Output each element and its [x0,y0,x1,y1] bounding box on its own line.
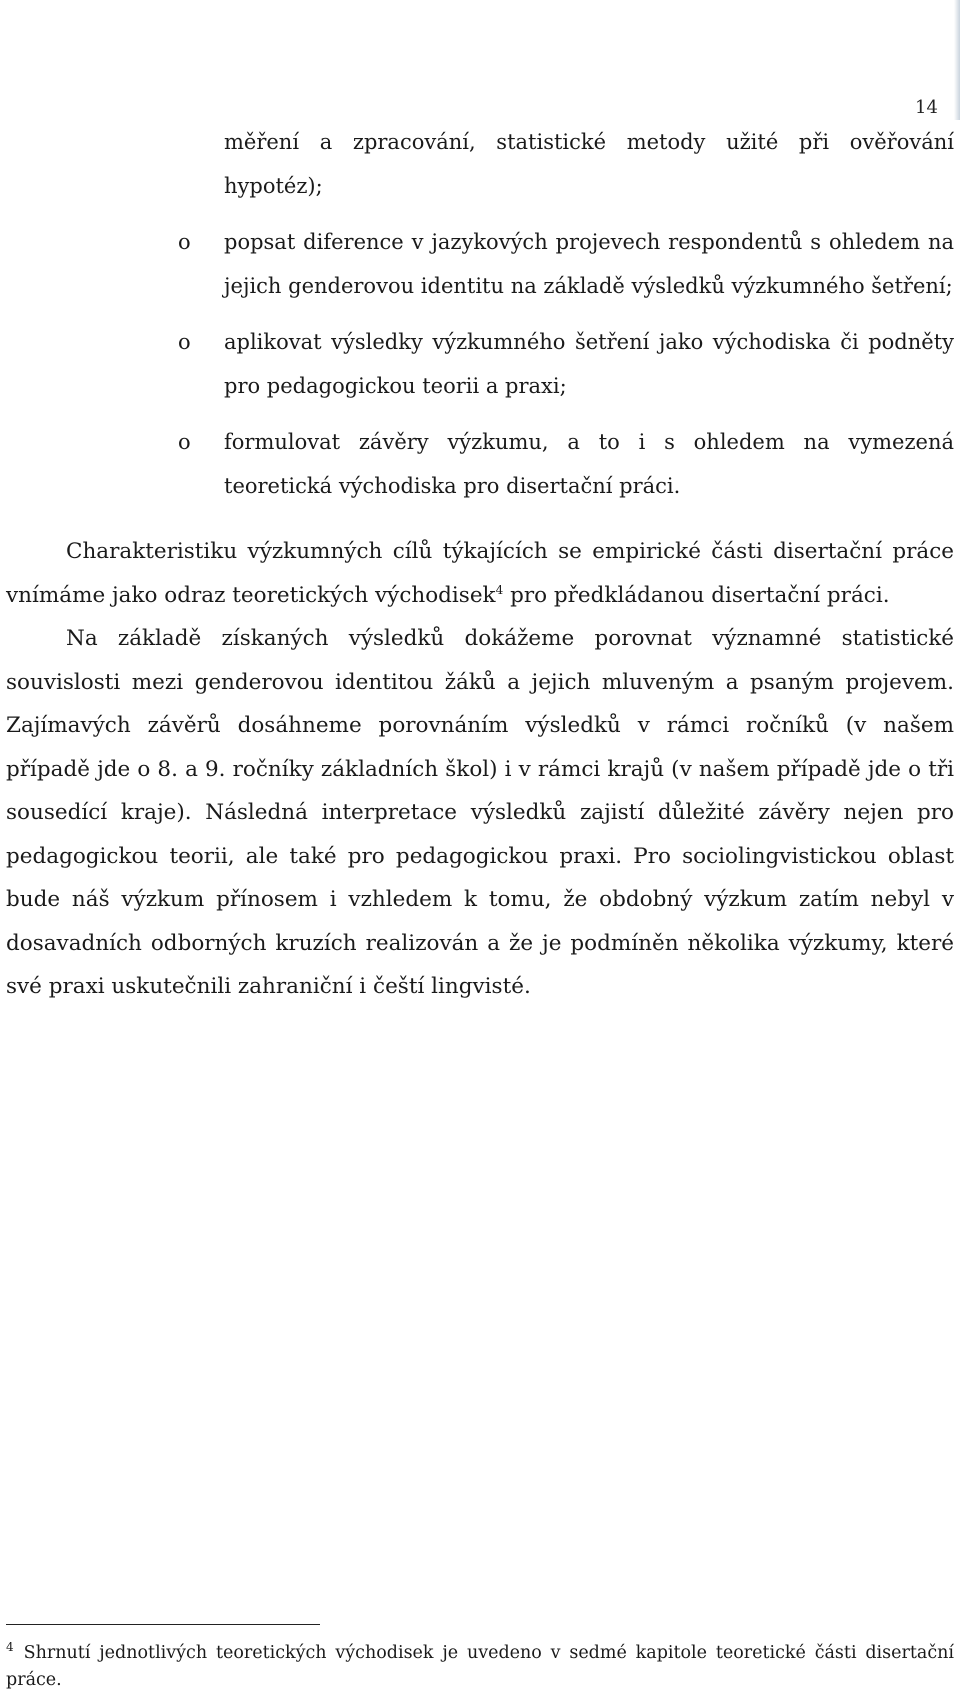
page-content [6,120,954,1009]
footnote-number: 4 [6,1640,14,1655]
page-number: 14 [915,97,938,118]
footnote [6,1640,954,1694]
paragraph-text: Charakteristiku výzkumných cílů týkajících se empirické části disertační práce vnímáme jako odraz teoretických východisek [6,539,954,608]
footnote-reference[interactable]: 4 [495,582,504,597]
list-item [6,120,954,208]
body-paragraph [6,530,954,617]
list-item [6,420,954,508]
list-bullet-marker: o [178,330,191,354]
list-item [6,320,954,408]
body-paragraph [6,617,954,1009]
list-bullet-marker: o [178,430,191,454]
list-bullet-marker: o [178,230,191,254]
list-item-text: měření a zpracování, statistické metody užité při ověřování hypotéz); [224,130,954,198]
list-item-text: aplikovat výsledky výzkumného šetření jako východiska či podněty pro pedagogickou teorii a praxi; [224,330,954,398]
objectives-list [6,120,954,508]
list-item [6,220,954,308]
list-item-text: formulovat závěry výzkumu, a to i s ohledem na vymezená teoretická východiska pro disertační práci. [224,430,954,498]
paragraph-text: Na základě získaných výsledků dokážeme porovnat významné statistické souvislosti mezi genderovou identitou žáků a jejich mluveným a psaným projevem. Zajímavých závěrů dosáhneme porovnáním výsledků v rámci ročníků (v našem případě jde o 8. a 9. ročníky základních škol) i v rámci krajů (v našem případě jde o tři sousedící kraje). Následná interpretace výsledků zajistí důležité závěry nejen pro pedagogickou teorii, ale také pro pedagogickou praxi. Pro sociolingvistickou oblast bude náš výzkum přínosem i vzhledem k tomu, že obdobný výzkum zatím nebyl v dosavadních odborných kruzích realizován a že je podmíněn několika výzkumy, které své praxi uskutečnili zahraniční i čeští lingvisté. [6,626,954,999]
footnote-separator [6,1624,320,1625]
paragraph-text: pro předkládanou disertační práci. [503,582,890,608]
list-item-text: popsat diference v jazykových projevech respondentů s ohledem na jejich genderovou identitu na základě výsledků výzkumného šetření; [224,230,954,298]
footnote-text: Shrnutí jednotlivých teoretických východisek je uvedeno v sedmé kapitole teoretické části disertační práce. [6,1643,954,1690]
